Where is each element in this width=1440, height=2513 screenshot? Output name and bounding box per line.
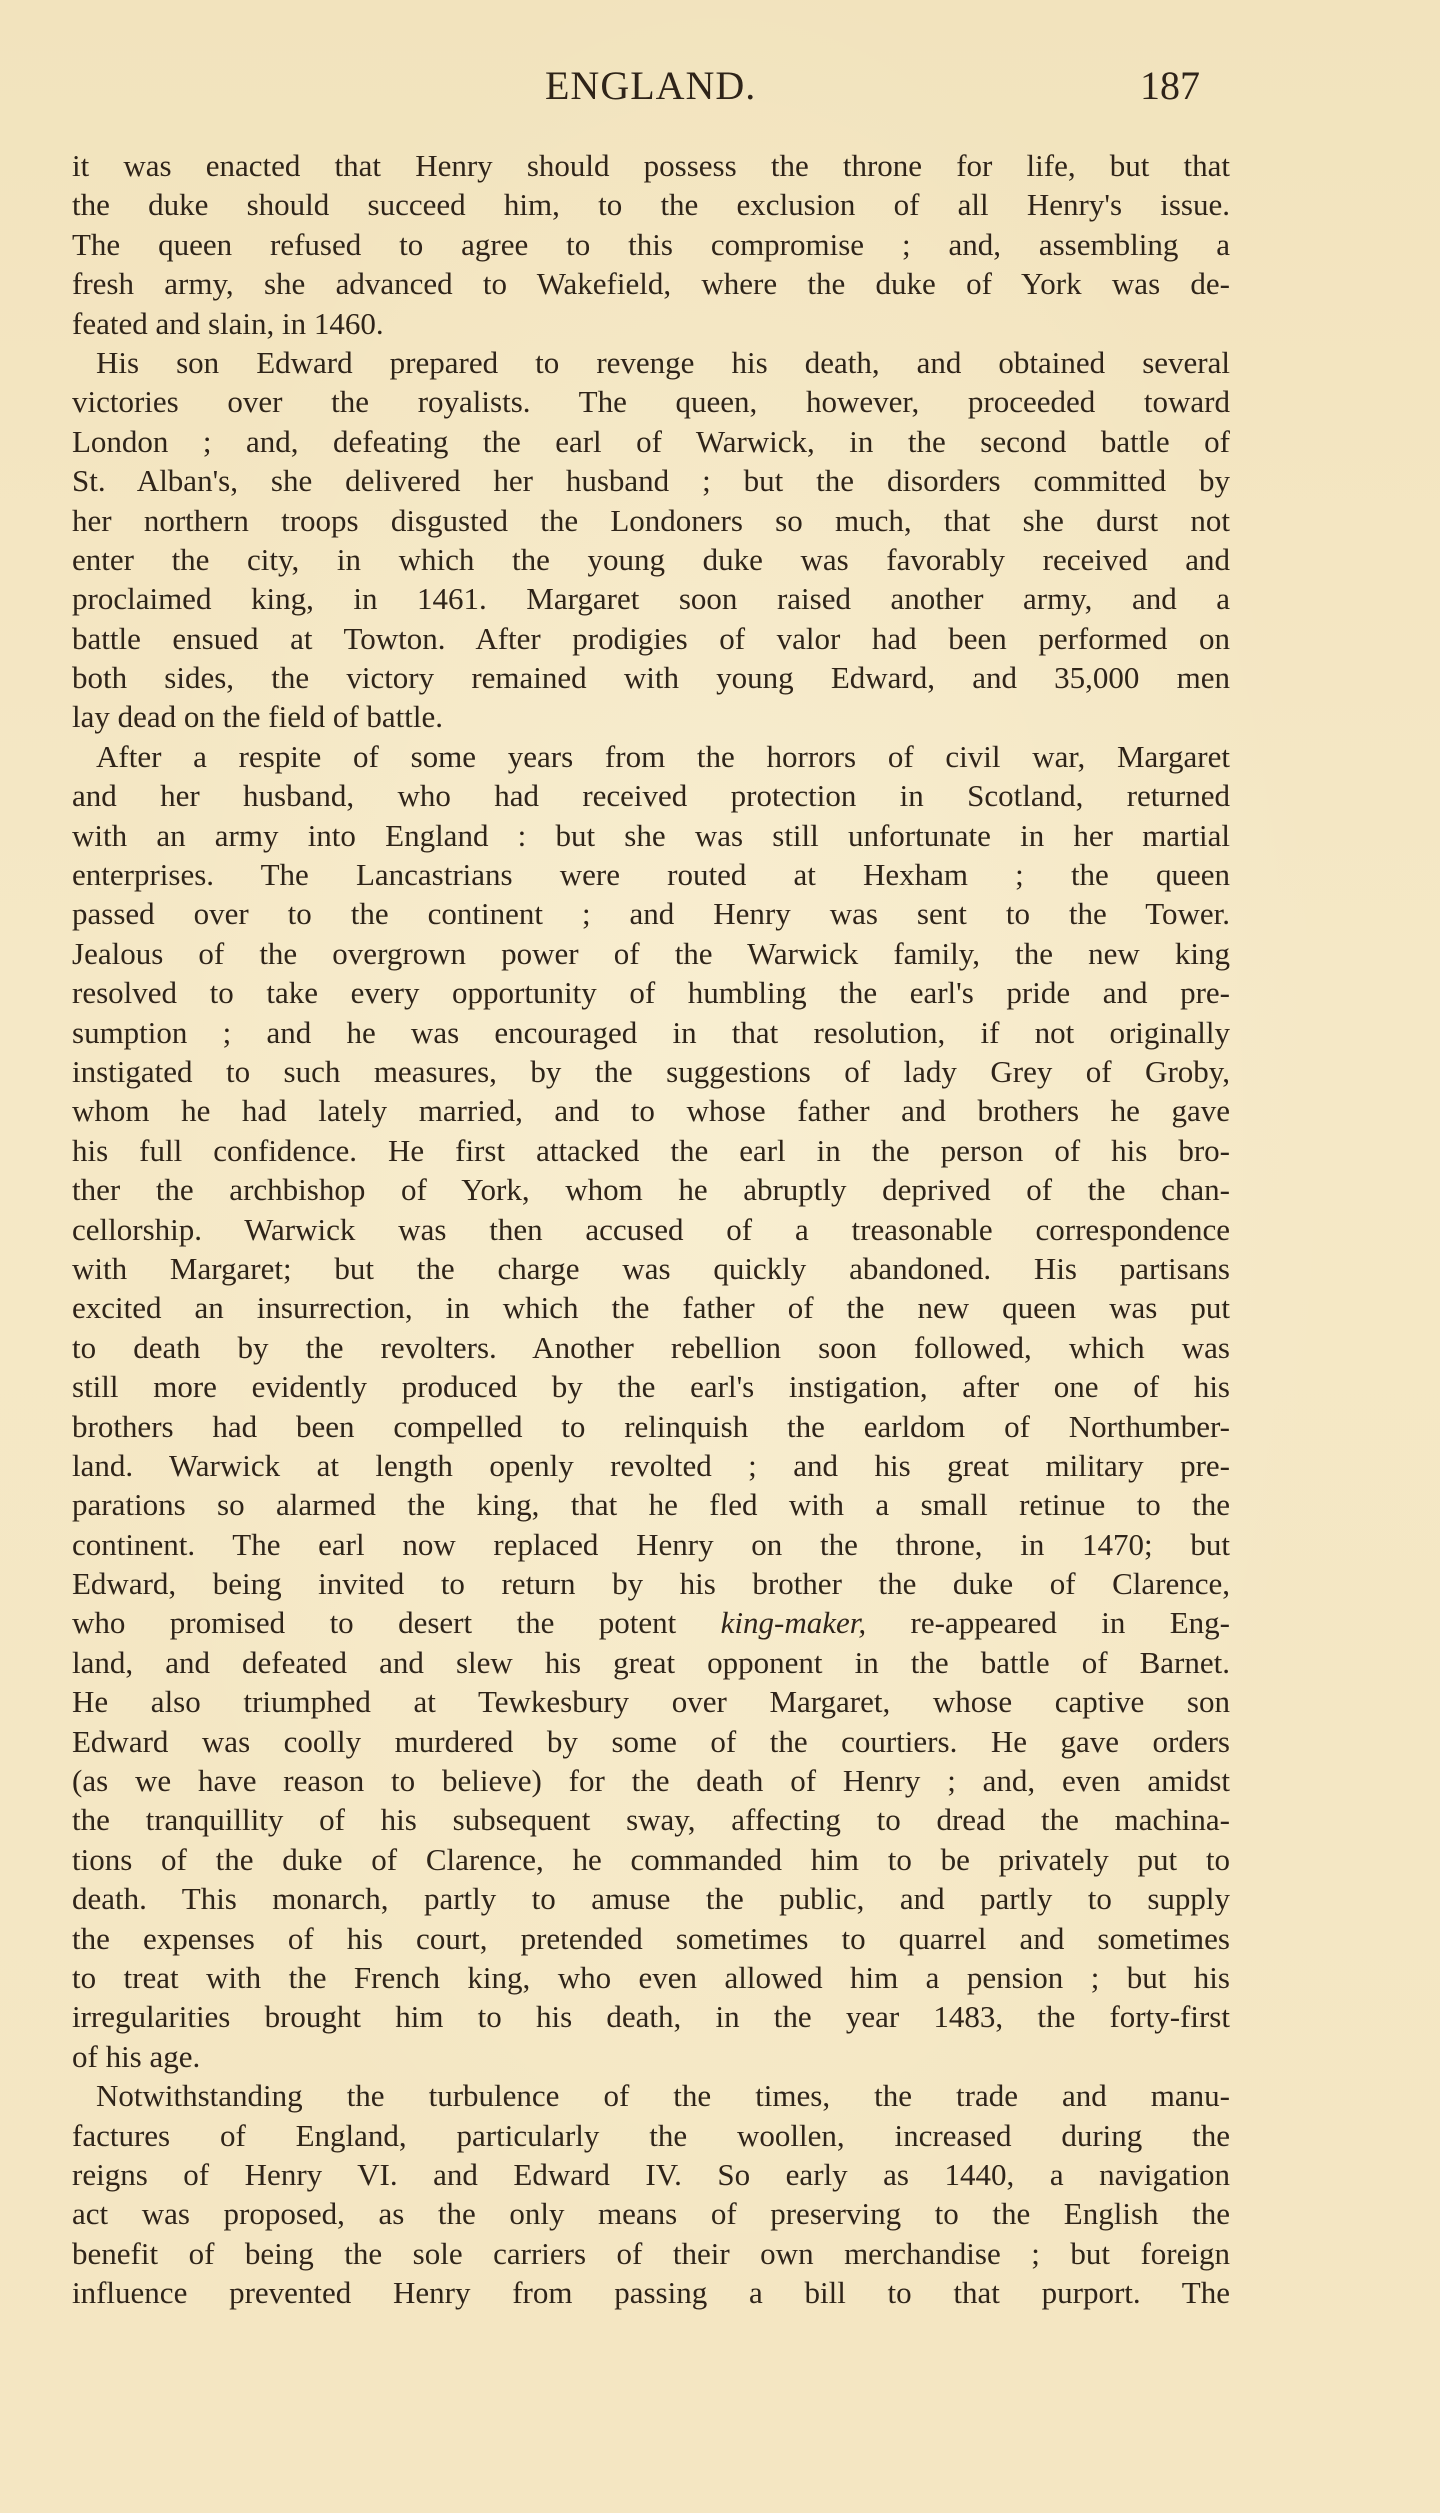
text-line: excited an insurrection, in which the father of the new queen was put xyxy=(72,1290,1230,1326)
text-line: the expenses of his court, pretended sometimes to quarrel and sometimes xyxy=(72,1920,1230,1956)
text-line: sumption ; and he was encouraged in that resolution, if not originally xyxy=(72,1014,1230,1050)
text-line: fresh army, she advanced to Wakefield, where the duke of York was de- xyxy=(72,266,1230,302)
text-line: benefit of being the sole carriers of their own merchandise ; but foreign xyxy=(72,2235,1230,2271)
italic-line-after: re-appeared in Eng- xyxy=(866,1605,1231,1641)
text-line: ther the archbishop of York, whom he abruptly deprived of the chan- xyxy=(72,1172,1230,1208)
text-line: cellorship. Warwick was then accused of a treasonable correspondence xyxy=(72,1211,1230,1247)
text-line: enter the city, in which the young duke was favorably received and xyxy=(72,541,1230,577)
text-line: victories over the royalists. The queen, however, proceeded toward xyxy=(72,384,1230,420)
text-line: Edward was coolly murdered by some of the courtiers. He gave orders xyxy=(72,1723,1230,1759)
text-line: of his age. xyxy=(72,2038,201,2074)
text-line: to death by the revolters. Another rebellion soon followed, which was xyxy=(72,1329,1230,1365)
text-line: tions of the duke of Clarence, he commanded him to be privately put to xyxy=(72,1841,1230,1877)
running-title: ENGLAND. xyxy=(545,63,757,108)
text-line: parations so alarmed the king, that he fled with a small retinue to the xyxy=(72,1487,1230,1523)
text-line: He also triumphed at Tewkesbury over Margaret, whose captive son xyxy=(72,1684,1230,1720)
text-line: The queen refused to agree to this compromise ; and, assembling a xyxy=(72,226,1230,262)
text-line: Edward, being invited to return by his brother the duke of Clarence, xyxy=(72,1566,1230,1602)
text-line: it was enacted that Henry should possess the throne for life, but that xyxy=(72,148,1230,183)
text-line: enterprises. The Lancastrians were routed at Hexham ; the queen xyxy=(72,857,1230,893)
paragraph-first-line: Notwithstanding the turbulence of the times, the trade and manu- xyxy=(96,2078,1230,2114)
text-line: (as we have reason to believe) for the death of Henry ; and, even amidst xyxy=(72,1763,1230,1799)
text-line: land, and defeated and slew his great opponent in the battle of Barnet. xyxy=(72,1644,1230,1680)
text-line: to treat with the French king, who even allowed him a pension ; but his xyxy=(72,1959,1230,1995)
running-head xyxy=(0,62,1440,122)
text-line: act was proposed, as the only means of preserving to the English the xyxy=(72,2196,1230,2232)
text-line: instigated to such measures, by the suggestions of lady Grey of Groby, xyxy=(72,1053,1230,1089)
text-line: factures of England, particularly the woollen, increased during the xyxy=(72,2117,1230,2153)
text-line: London ; and, defeating the earl of Warwick, in the second battle of xyxy=(72,423,1230,459)
text-line: irregularities brought him to his death, in the year 1483, the forty-first xyxy=(72,1999,1230,2035)
text-line: battle ensued at Towton. After prodigies of valor had been performed on xyxy=(72,620,1230,656)
text-line: the duke should succeed him, to the exclusion of all Henry's issue. xyxy=(72,187,1230,223)
text-line: brothers had been compelled to relinquish the earldom of Northumber- xyxy=(72,1408,1230,1444)
text-line: both sides, the victory remained with young Edward, and 35,000 men xyxy=(72,660,1230,696)
text-line: continent. The earl now replaced Henry on the throne, in 1470; but xyxy=(72,1526,1230,1562)
italic-line-before: who promised to desert the potent xyxy=(72,1605,721,1641)
text-line: with an army into England : but she was still unfortunate in her martial xyxy=(72,817,1230,853)
text-line: feated and slain, in 1460. xyxy=(72,305,384,341)
text-line: her northern troops disgusted the Londoners so much, that she durst not xyxy=(72,502,1230,538)
text-line: with Margaret; but the charge was quickly abandoned. His partisans xyxy=(72,1250,1230,1286)
text-line: resolved to take every opportunity of humbling the earl's pride and pre- xyxy=(72,975,1230,1011)
page-number: 187 xyxy=(1140,63,1200,108)
text-line: the tranquillity of his subsequent sway, affecting to dread the machina- xyxy=(72,1802,1230,1838)
text-line: proclaimed king, in 1461. Margaret soon raised another army, and a xyxy=(72,581,1230,617)
text-line: and her husband, who had received protection in Scotland, returned xyxy=(72,778,1230,814)
body-text xyxy=(72,146,1230,2312)
text-line: Jealous of the overgrown power of the Warwick family, the new king xyxy=(72,935,1230,971)
text-line: his full confidence. He first attacked the earl in the person of his bro- xyxy=(72,1132,1230,1168)
text-line: lay dead on the field of battle. xyxy=(72,699,444,735)
text-line: whom he had lately married, and to whose father and brothers he gave xyxy=(72,1093,1230,1129)
paragraph-first-line: After a respite of some years from the horrors of civil war, Margaret xyxy=(96,738,1230,774)
text-line-with-italic xyxy=(72,1603,1230,1642)
italic-term: king-maker, xyxy=(720,1605,867,1641)
text-line: death. This monarch, partly to amuse the public, and partly to supply xyxy=(72,1881,1230,1917)
text-line: land. Warwick at length openly revolted ; and his great military pre- xyxy=(72,1447,1230,1483)
text-line: St. Alban's, she delivered her husband ; but the disorders committed by xyxy=(72,463,1230,499)
text-line: reigns of Henry VI. and Edward IV. So early as 1440, a navigation xyxy=(72,2156,1230,2192)
text-line: influence prevented Henry from passing a bill to that purport. The xyxy=(72,2275,1230,2311)
text-line: still more evidently produced by the earl's instigation, after one of his xyxy=(72,1369,1230,1405)
text-line: passed over to the continent ; and Henry was sent to the Tower. xyxy=(72,896,1230,932)
paragraph-first-line: His son Edward prepared to revenge his death, and obtained several xyxy=(96,344,1230,380)
